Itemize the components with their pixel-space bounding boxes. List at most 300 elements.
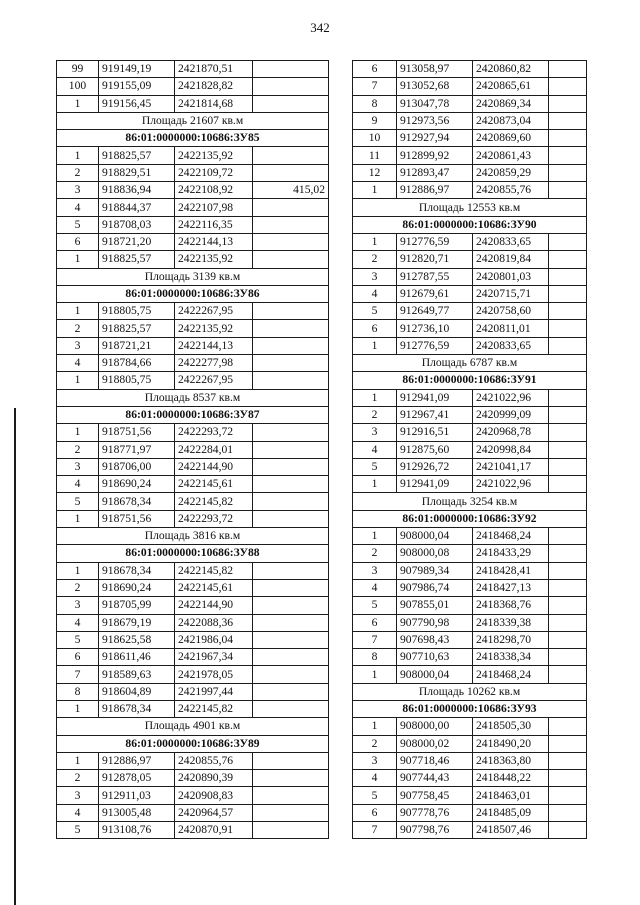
x-coordinate-cell: 912787,55: [397, 268, 473, 285]
table-row: [353, 61, 587, 78]
x-coordinate-cell: 918784,66: [99, 355, 175, 372]
x-coordinate-cell: 912679,61: [397, 285, 473, 302]
y-coordinate-cell: 2418463,01: [473, 787, 549, 804]
point-number-cell: 3: [353, 268, 397, 285]
y-coordinate-cell: 2420833,65: [473, 233, 549, 250]
y-coordinate-cell: 2420869,34: [473, 95, 549, 112]
parcel-header-row: [57, 285, 329, 302]
extra-value-cell: [549, 268, 587, 285]
table-row: [353, 597, 587, 614]
point-number-cell: 5: [57, 631, 99, 648]
x-coordinate-cell: 918611,46: [99, 649, 175, 666]
table-row: [57, 649, 329, 666]
extra-value-cell: [253, 614, 329, 631]
extra-value-cell: [549, 424, 587, 441]
y-coordinate-cell: 2422293,72: [175, 424, 253, 441]
y-coordinate-cell: 2420999,09: [473, 406, 549, 423]
table-row: [353, 666, 587, 683]
extra-value-cell: [549, 752, 587, 769]
point-number-cell: 5: [353, 597, 397, 614]
y-coordinate-cell: 2420860,82: [473, 61, 549, 78]
y-coordinate-cell: 2421986,04: [175, 631, 253, 648]
y-coordinate-cell: 2418505,30: [473, 718, 549, 735]
point-number-cell: 11: [353, 147, 397, 164]
point-number-cell: 6: [57, 649, 99, 666]
x-coordinate-cell: 912649,77: [397, 303, 473, 320]
point-number-cell: 1: [57, 700, 99, 717]
y-coordinate-cell: 2418363,80: [473, 752, 549, 769]
y-coordinate-cell: 2422144,90: [175, 597, 253, 614]
point-number-cell: 99: [57, 61, 99, 78]
y-coordinate-cell: 2420964,57: [175, 804, 253, 821]
point-number-cell: 5: [353, 303, 397, 320]
y-coordinate-cell: 2420869,60: [473, 130, 549, 147]
x-coordinate-cell: 918805,75: [99, 303, 175, 320]
extra-value-cell: [253, 752, 329, 769]
point-number-cell: 5: [353, 458, 397, 475]
x-coordinate-cell: 907718,46: [397, 752, 473, 769]
extra-value-cell: [253, 320, 329, 337]
x-coordinate-cell: 913052,68: [397, 78, 473, 95]
y-coordinate-cell: 2422135,92: [175, 251, 253, 268]
area-row: [57, 389, 329, 406]
x-coordinate-cell: 918825,57: [99, 147, 175, 164]
x-coordinate-cell: 912886,97: [397, 182, 473, 199]
y-coordinate-cell: 2420865,61: [473, 78, 549, 95]
page-edge-line: [14, 408, 16, 905]
table-row: [57, 787, 329, 804]
parcel-header-row: [353, 372, 587, 389]
x-coordinate-cell: 918708,03: [99, 216, 175, 233]
table-row: [57, 804, 329, 821]
extra-value-cell: [253, 804, 329, 821]
table-row: [57, 199, 329, 216]
y-coordinate-cell: 2421978,05: [175, 666, 253, 683]
table-row: [57, 147, 329, 164]
x-coordinate-cell: 918705,99: [99, 597, 175, 614]
table-row: [353, 528, 587, 545]
point-number-cell: 2: [353, 251, 397, 268]
extra-value-cell: [253, 303, 329, 320]
extra-value-cell: [253, 441, 329, 458]
point-number-cell: 1: [353, 528, 397, 545]
area-row: [57, 718, 329, 735]
point-number-cell: 2: [57, 579, 99, 596]
table-row: [353, 337, 587, 354]
y-coordinate-cell: 2420855,76: [473, 182, 549, 199]
extra-value-cell: [549, 441, 587, 458]
area-row: [57, 528, 329, 545]
extra-value-cell: [253, 476, 329, 493]
x-coordinate-cell: 907855,01: [397, 597, 473, 614]
point-number-cell: 6: [353, 804, 397, 821]
point-number-cell: 2: [57, 770, 99, 787]
extra-value-cell: [549, 666, 587, 683]
point-number-cell: 6: [353, 320, 397, 337]
extra-value-cell: [253, 631, 329, 648]
table-row: [57, 61, 329, 78]
parcel-header-row: [57, 406, 329, 423]
point-number-cell: 1: [353, 389, 397, 406]
point-number-cell: 4: [57, 476, 99, 493]
extra-value-cell: [253, 164, 329, 181]
table-row: [57, 614, 329, 631]
point-number-cell: 1: [57, 251, 99, 268]
x-coordinate-cell: 918751,56: [99, 424, 175, 441]
y-coordinate-cell: 2418368,76: [473, 597, 549, 614]
point-number-cell: 1: [57, 424, 99, 441]
y-coordinate-cell: 2418490,20: [473, 735, 549, 752]
extra-value-cell: [549, 233, 587, 250]
y-coordinate-cell: 2418507,46: [473, 822, 549, 839]
y-coordinate-cell: 2420855,76: [175, 752, 253, 769]
point-number-cell: 6: [353, 61, 397, 78]
table-row: [57, 510, 329, 527]
extra-value-cell: [549, 770, 587, 787]
table-row: [353, 95, 587, 112]
y-coordinate-cell: 2420873,04: [473, 112, 549, 129]
extra-value-cell: [253, 61, 329, 78]
point-number-cell: 8: [353, 649, 397, 666]
parcel-header-row: [57, 130, 329, 147]
point-number-cell: 2: [57, 441, 99, 458]
point-number-cell: 1: [353, 182, 397, 199]
x-coordinate-cell: 912967,41: [397, 406, 473, 423]
point-number-cell: 2: [353, 735, 397, 752]
point-number-cell: 4: [353, 285, 397, 302]
x-coordinate-cell: 907758,45: [397, 787, 473, 804]
point-number-cell: 4: [353, 579, 397, 596]
x-coordinate-cell: 918836,94: [99, 182, 175, 199]
extra-value-cell: [549, 562, 587, 579]
parcel-id-label: 86:01:0000000:10686:ЗУ87: [57, 406, 329, 423]
x-coordinate-cell: 919156,45: [99, 95, 175, 112]
y-coordinate-cell: 2422284,01: [175, 441, 253, 458]
x-coordinate-cell: 912899,92: [397, 147, 473, 164]
point-number-cell: 1: [57, 372, 99, 389]
table-row: [57, 597, 329, 614]
table-row: [57, 164, 329, 181]
point-number-cell: 1: [57, 562, 99, 579]
area-label: Площадь 8537 кв.м: [57, 389, 329, 406]
extra-value-cell: [253, 770, 329, 787]
x-coordinate-cell: 908000,02: [397, 735, 473, 752]
extra-value-cell: [549, 164, 587, 181]
extra-value-cell: [253, 510, 329, 527]
area-row: [353, 683, 587, 700]
x-coordinate-cell: 907986,74: [397, 579, 473, 596]
x-coordinate-cell: 912926,72: [397, 458, 473, 475]
point-number-cell: 1: [57, 147, 99, 164]
y-coordinate-cell: 2422277,98: [175, 355, 253, 372]
point-number-cell: 7: [353, 822, 397, 839]
x-coordinate-cell: 908000,04: [397, 528, 473, 545]
area-label: Площадь 12553 кв.м: [353, 199, 587, 216]
extra-value-cell: [549, 614, 587, 631]
table-row: [57, 372, 329, 389]
extra-value-cell: 415,02: [253, 182, 329, 199]
table-row: [57, 579, 329, 596]
point-number-cell: 9: [353, 112, 397, 129]
table-row: [353, 303, 587, 320]
point-number-cell: 4: [57, 199, 99, 216]
x-coordinate-cell: 918805,75: [99, 372, 175, 389]
x-coordinate-cell: 912776,59: [397, 337, 473, 354]
extra-value-cell: [549, 787, 587, 804]
extra-value-cell: [253, 372, 329, 389]
y-coordinate-cell: 2422267,95: [175, 372, 253, 389]
extra-value-cell: [549, 822, 587, 839]
point-number-cell: 1: [57, 752, 99, 769]
extra-value-cell: [549, 528, 587, 545]
table-row: [353, 285, 587, 302]
y-coordinate-cell: 2420908,83: [175, 787, 253, 804]
x-coordinate-cell: 912973,56: [397, 112, 473, 129]
point-number-cell: 5: [353, 787, 397, 804]
y-coordinate-cell: 2422088,36: [175, 614, 253, 631]
extra-value-cell: [253, 493, 329, 510]
x-coordinate-cell: 912878,05: [99, 770, 175, 787]
y-coordinate-cell: 2418427,13: [473, 579, 549, 596]
extra-value-cell: [549, 303, 587, 320]
point-number-cell: 8: [57, 683, 99, 700]
y-coordinate-cell: 2422145,82: [175, 700, 253, 717]
table-row: [57, 683, 329, 700]
table-row: [353, 268, 587, 285]
area-row: [353, 493, 587, 510]
table-row: [57, 216, 329, 233]
parcel-id-label: 86:01:0000000:10686:ЗУ91: [353, 372, 587, 389]
extra-value-cell: [253, 787, 329, 804]
table-row: [353, 78, 587, 95]
table-row: [353, 770, 587, 787]
table-row: [353, 112, 587, 129]
x-coordinate-cell: 912886,97: [99, 752, 175, 769]
point-number-cell: 3: [353, 424, 397, 441]
x-coordinate-cell: 913047,78: [397, 95, 473, 112]
point-number-cell: 4: [57, 614, 99, 631]
table-row: [353, 752, 587, 769]
table-row: [353, 649, 587, 666]
point-number-cell: 4: [57, 804, 99, 821]
extra-value-cell: [549, 112, 587, 129]
y-coordinate-cell: 2421870,51: [175, 61, 253, 78]
point-number-cell: 3: [57, 787, 99, 804]
y-coordinate-cell: 2420861,43: [473, 147, 549, 164]
x-coordinate-cell: 918825,57: [99, 251, 175, 268]
point-number-cell: 3: [353, 562, 397, 579]
table-row: [57, 458, 329, 475]
table-row: [353, 735, 587, 752]
point-number-cell: 100: [57, 78, 99, 95]
extra-value-cell: [253, 78, 329, 95]
x-coordinate-cell: 912893,47: [397, 164, 473, 181]
extra-value-cell: [549, 718, 587, 735]
point-number-cell: 2: [57, 164, 99, 181]
x-coordinate-cell: 907798,76: [397, 822, 473, 839]
area-label: Площадь 6787 кв.м: [353, 355, 587, 372]
x-coordinate-cell: 919155,09: [99, 78, 175, 95]
extra-value-cell: [549, 406, 587, 423]
x-coordinate-cell: 918678,34: [99, 700, 175, 717]
table-row: [353, 787, 587, 804]
area-label: Площадь 4901 кв.м: [57, 718, 329, 735]
point-number-cell: 3: [353, 752, 397, 769]
x-coordinate-cell: 907710,63: [397, 649, 473, 666]
table-row: [353, 233, 587, 250]
table-row: [353, 804, 587, 821]
point-number-cell: 1: [353, 666, 397, 683]
point-number-cell: 1: [57, 303, 99, 320]
table-row: [353, 562, 587, 579]
x-coordinate-cell: 908000,00: [397, 718, 473, 735]
extra-value-cell: [253, 597, 329, 614]
x-coordinate-cell: 918721,20: [99, 233, 175, 250]
x-coordinate-cell: 912776,59: [397, 233, 473, 250]
x-coordinate-cell: 918678,34: [99, 493, 175, 510]
y-coordinate-cell: 2422145,82: [175, 493, 253, 510]
table-row: [57, 182, 329, 199]
y-coordinate-cell: 2421997,44: [175, 683, 253, 700]
y-coordinate-cell: 2421967,34: [175, 649, 253, 666]
x-coordinate-cell: 918625,58: [99, 631, 175, 648]
extra-value-cell: [253, 822, 329, 839]
table-row: [57, 493, 329, 510]
point-number-cell: 1: [353, 718, 397, 735]
table-row: [57, 562, 329, 579]
x-coordinate-cell: 918829,51: [99, 164, 175, 181]
point-number-cell: 6: [57, 233, 99, 250]
point-number-cell: 7: [353, 78, 397, 95]
x-coordinate-cell: 913005,48: [99, 804, 175, 821]
extra-value-cell: [253, 95, 329, 112]
extra-value-cell: [549, 649, 587, 666]
table-row: [57, 666, 329, 683]
coordinates-table-left: [56, 60, 329, 839]
x-coordinate-cell: 908000,04: [397, 666, 473, 683]
extra-value-cell: [549, 545, 587, 562]
table-row: [57, 476, 329, 493]
x-coordinate-cell: 918706,00: [99, 458, 175, 475]
x-coordinate-cell: 918679,19: [99, 614, 175, 631]
x-coordinate-cell: 907698,43: [397, 631, 473, 648]
y-coordinate-cell: 2422135,92: [175, 147, 253, 164]
y-coordinate-cell: 2421022,96: [473, 389, 549, 406]
x-coordinate-cell: 912941,09: [397, 476, 473, 493]
table-row: [57, 700, 329, 717]
point-number-cell: 12: [353, 164, 397, 181]
x-coordinate-cell: 918721,21: [99, 337, 175, 354]
extra-value-cell: [253, 649, 329, 666]
extra-value-cell: [253, 337, 329, 354]
extra-value-cell: [549, 78, 587, 95]
extra-value-cell: [549, 804, 587, 821]
extra-value-cell: [253, 683, 329, 700]
table-row: [353, 251, 587, 268]
x-coordinate-cell: 912736,10: [397, 320, 473, 337]
y-coordinate-cell: 2422135,92: [175, 320, 253, 337]
extra-value-cell: [549, 130, 587, 147]
extra-value-cell: [549, 631, 587, 648]
x-coordinate-cell: 918825,57: [99, 320, 175, 337]
table-row: [57, 233, 329, 250]
y-coordinate-cell: 2418448,22: [473, 770, 549, 787]
y-coordinate-cell: 2418468,24: [473, 528, 549, 545]
table-row: [353, 579, 587, 596]
parcel-header-row: [353, 700, 587, 717]
extra-value-cell: [253, 251, 329, 268]
area-label: Площадь 3139 кв.м: [57, 268, 329, 285]
y-coordinate-cell: 2420998,84: [473, 441, 549, 458]
table-row: [353, 545, 587, 562]
point-number-cell: 8: [353, 95, 397, 112]
table-row: [57, 337, 329, 354]
table-row: [353, 424, 587, 441]
table-row: [353, 182, 587, 199]
y-coordinate-cell: 2420811,01: [473, 320, 549, 337]
table-row: [353, 320, 587, 337]
extra-value-cell: [549, 285, 587, 302]
extra-value-cell: [549, 320, 587, 337]
extra-value-cell: [253, 579, 329, 596]
y-coordinate-cell: 2422109,72: [175, 164, 253, 181]
x-coordinate-cell: 919149,19: [99, 61, 175, 78]
x-coordinate-cell: 912911,03: [99, 787, 175, 804]
point-number-cell: 3: [57, 182, 99, 199]
area-label: Площадь 3254 кв.м: [353, 493, 587, 510]
x-coordinate-cell: 907744,43: [397, 770, 473, 787]
y-coordinate-cell: 2418339,38: [473, 614, 549, 631]
parcel-id-label: 86:01:0000000:10686:ЗУ93: [353, 700, 587, 717]
y-coordinate-cell: 2421022,96: [473, 476, 549, 493]
area-row: [57, 268, 329, 285]
extra-value-cell: [253, 147, 329, 164]
table-row: [353, 458, 587, 475]
extra-value-cell: [549, 597, 587, 614]
y-coordinate-cell: 2420801,03: [473, 268, 549, 285]
extra-value-cell: [549, 251, 587, 268]
x-coordinate-cell: 912875,60: [397, 441, 473, 458]
extra-value-cell: [253, 424, 329, 441]
extra-value-cell: [253, 199, 329, 216]
x-coordinate-cell: 918678,34: [99, 562, 175, 579]
y-coordinate-cell: 2420968,78: [473, 424, 549, 441]
table-row: [353, 130, 587, 147]
y-coordinate-cell: 2418433,29: [473, 545, 549, 562]
x-coordinate-cell: 918604,89: [99, 683, 175, 700]
y-coordinate-cell: 2422145,61: [175, 579, 253, 596]
parcel-header-row: [353, 216, 587, 233]
y-coordinate-cell: 2420819,84: [473, 251, 549, 268]
point-number-cell: 2: [353, 406, 397, 423]
extra-value-cell: [253, 355, 329, 372]
point-number-cell: 7: [353, 631, 397, 648]
parcel-id-label: 86:01:0000000:10686:ЗУ86: [57, 285, 329, 302]
y-coordinate-cell: 2418298,70: [473, 631, 549, 648]
y-coordinate-cell: 2418338,34: [473, 649, 549, 666]
point-number-cell: 5: [57, 822, 99, 839]
point-number-cell: 3: [57, 458, 99, 475]
y-coordinate-cell: 2420715,71: [473, 285, 549, 302]
y-coordinate-cell: 2420890,39: [175, 770, 253, 787]
extra-value-cell: [549, 735, 587, 752]
table-row: [57, 770, 329, 787]
table-row: [353, 822, 587, 839]
table-row: [57, 424, 329, 441]
area-label: Площадь 3816 кв.м: [57, 528, 329, 545]
area-row: [57, 112, 329, 129]
extra-value-cell: [549, 476, 587, 493]
